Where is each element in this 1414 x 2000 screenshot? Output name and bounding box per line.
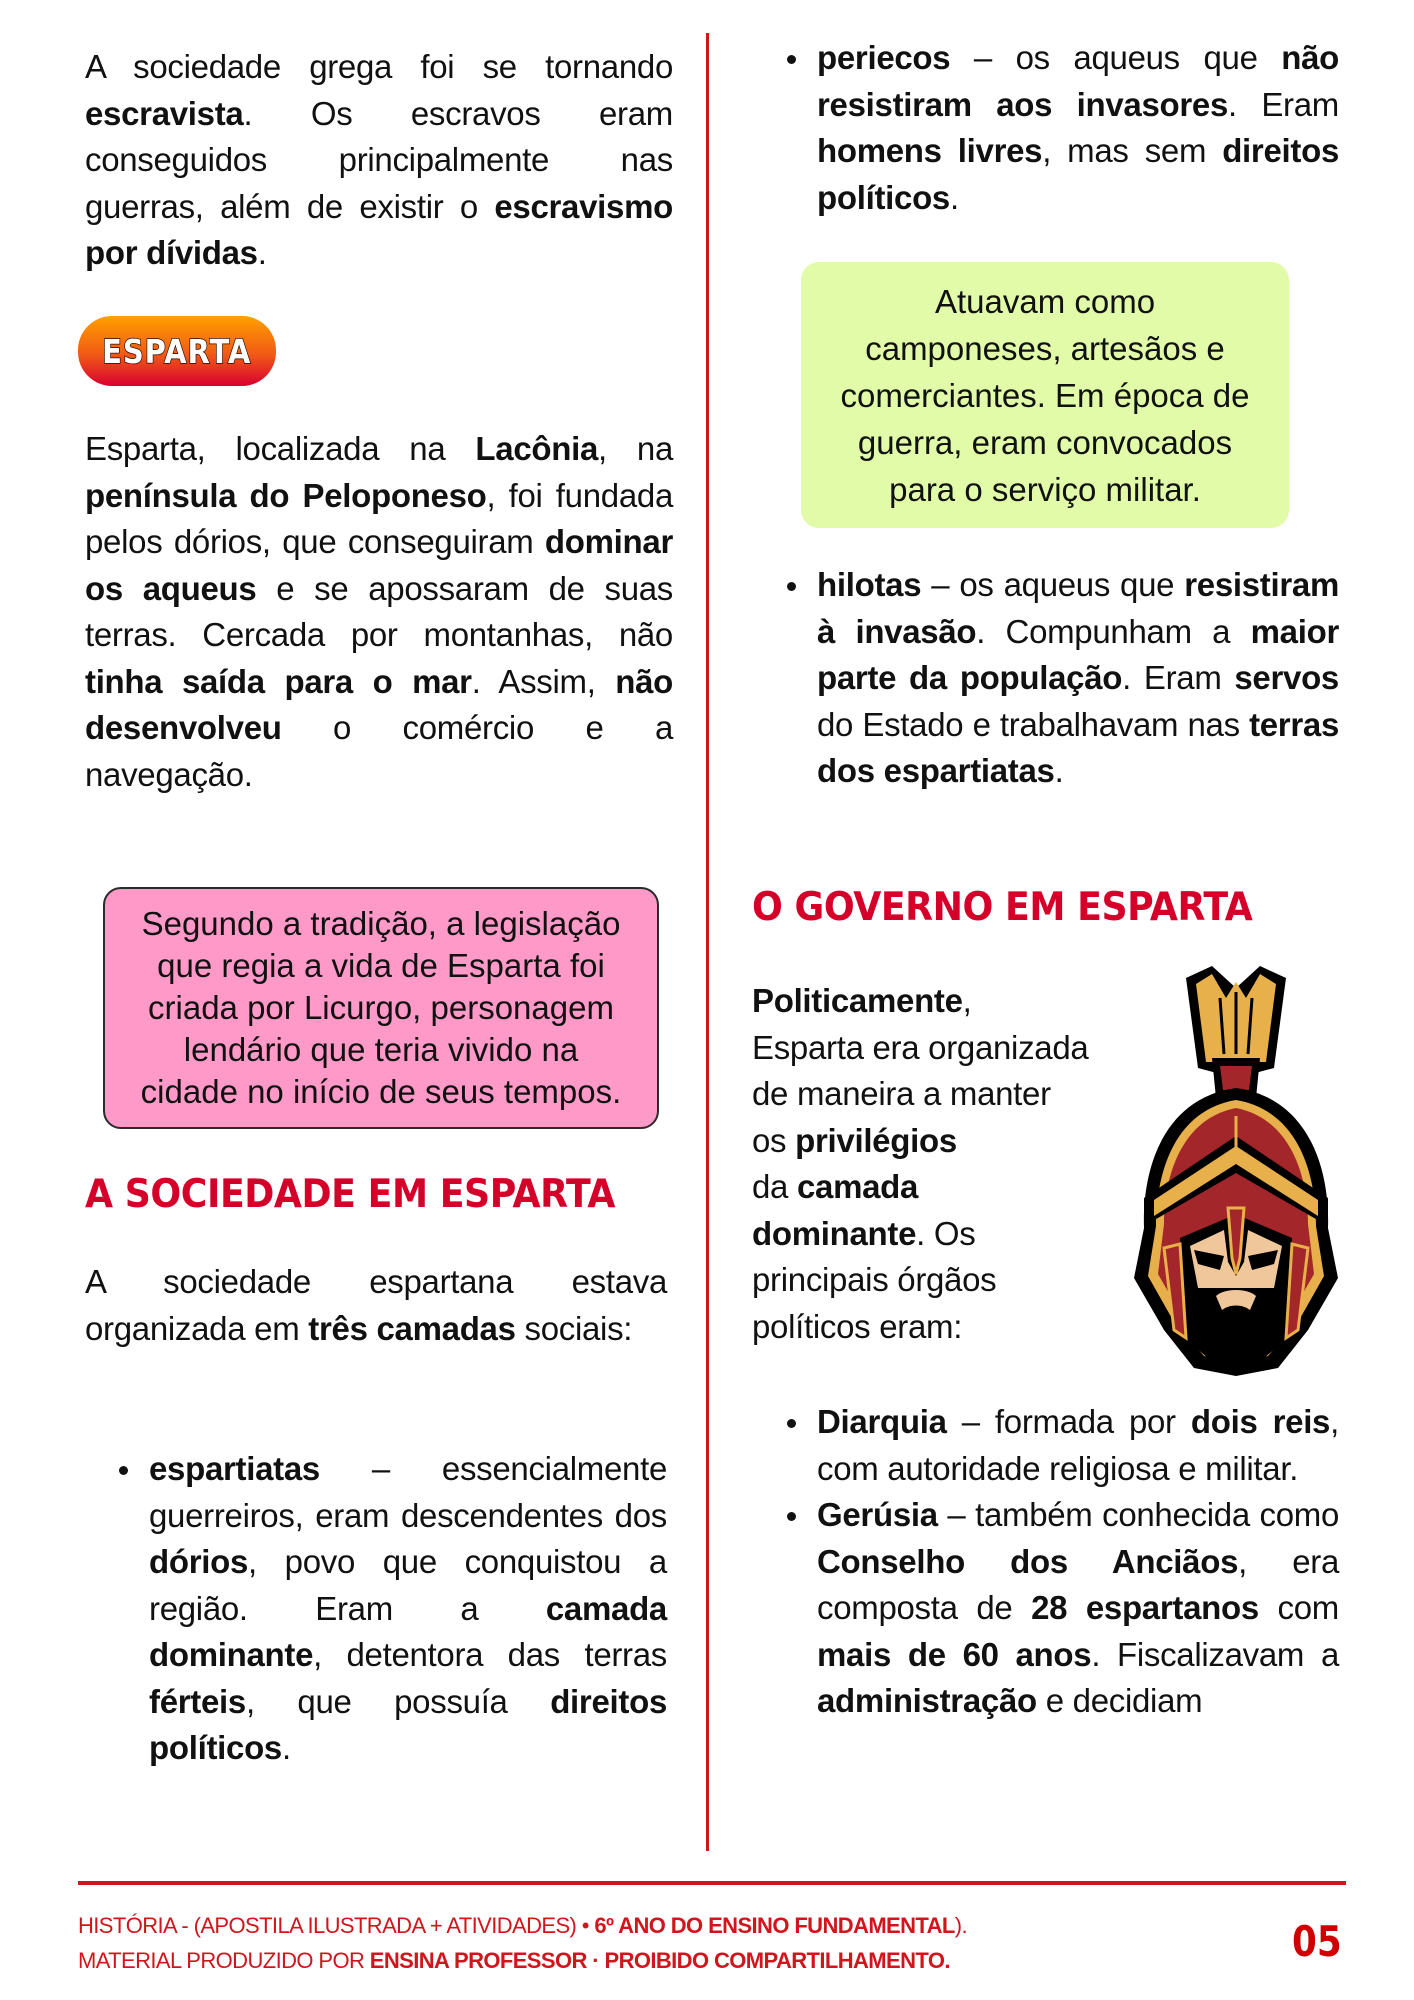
government-heading: O GOVERNO EM ESPARTA: [752, 885, 1253, 930]
society-bullet-list: [149, 1446, 667, 1772]
column-divider: [706, 33, 709, 1851]
intro-paragraph: A sociedade grega foi se tornando escravista. Os escravos eram conseguidos principalmente nas guerras, além de existir o escravismo por dívidas.: [85, 48, 673, 271]
note-line: lendário que teria vivido na: [183, 1031, 579, 1068]
periecos-note-box: [801, 262, 1289, 528]
footer-line-2: MATERIAL PRODUZIDO POR ENSINA PROFESSOR · PROIBIDO COMPARTILHAMENTO.: [78, 1948, 950, 1973]
bullet-gerusia: Gerúsia – também conhecida como Conselho dos Anciãos, era composta de 28 espartanos com mais de 60 anos. Fiscalizavam a administração e decidiam: [817, 1492, 1339, 1725]
note-line: comerciantes. Em época de: [840, 376, 1250, 414]
footer-line-1: HISTÓRIA - (APOSTILA ILUSTRADA + ATIVIDADES) • 6º ANO DO ENSINO FUNDAMENTAL).: [78, 1913, 968, 1938]
hilotas-bullet-list: [817, 562, 1339, 795]
note-line: guerra, eram convocados: [857, 423, 1233, 461]
note-line: camponeses, artesãos e: [865, 329, 1225, 367]
note-line: que regia a vida de Esparta foi: [157, 947, 605, 984]
government-paragraph: Politicamente, Esparta era organizada de maneira a manter os privilégios da camada dominante. Os principais órgãos políticos eram:: [752, 982, 1089, 1345]
footer-rule: [78, 1881, 1346, 1885]
note-line: para o serviço militar.: [889, 470, 1201, 508]
note-line: criada por Licurgo, personagem: [148, 989, 614, 1026]
bullet-periecos: periecos – os aqueus que não resistiram aos invasores. Eram homens livres, mas sem direitos políticos.: [817, 35, 1339, 221]
bullet-diarquia: Diarquia – formada por dois reis, com autoridade religiosa e militar.: [817, 1399, 1339, 1492]
spartan-helmet-icon: [1124, 958, 1348, 1376]
periecos-bullet-list: [817, 35, 1339, 221]
licurgo-note-box: [103, 887, 659, 1129]
esparta-badge-label: ESPARTA: [102, 331, 252, 371]
government-bullet-list: [817, 1399, 1339, 1725]
society-paragraph: A sociedade espartana estava organizada em três camadas sociais:: [85, 1263, 667, 1347]
note-line: Atuavam como: [934, 282, 1156, 320]
esparta-badge: [78, 316, 276, 386]
page-number: 05: [1292, 1917, 1342, 1966]
society-heading: A SOCIEDADE EM ESPARTA: [85, 1172, 616, 1217]
bullet-hilotas: hilotas – os aqueus que resistiram à invasão. Compunham a maior parte da população. Eram servos do Estado e trabalhavam nas terras dos espartiatas.: [817, 562, 1339, 795]
note-line: Segundo a tradição, a legislação: [141, 905, 621, 942]
bullet-espartiatas: espartiatas – essencialmente guerreiros, eram descendentes dos dórios, povo que conquistou a região. Eram a camada dominante, detentora das terras férteis, que possuía direitos políticos.: [149, 1446, 667, 1772]
esparta-paragraph: Esparta, localizada na Lacônia, na península do Peloponeso, foi fundada pelos dórios, que conseguiram dominar os aqueus e se apossaram de suas terras. Cercada por montanhas, não tinha saída para o mar. Assim, não desenvolveu o comércio e a navegação.: [85, 430, 674, 793]
note-line: cidade no início de seus tempos.: [140, 1073, 622, 1110]
